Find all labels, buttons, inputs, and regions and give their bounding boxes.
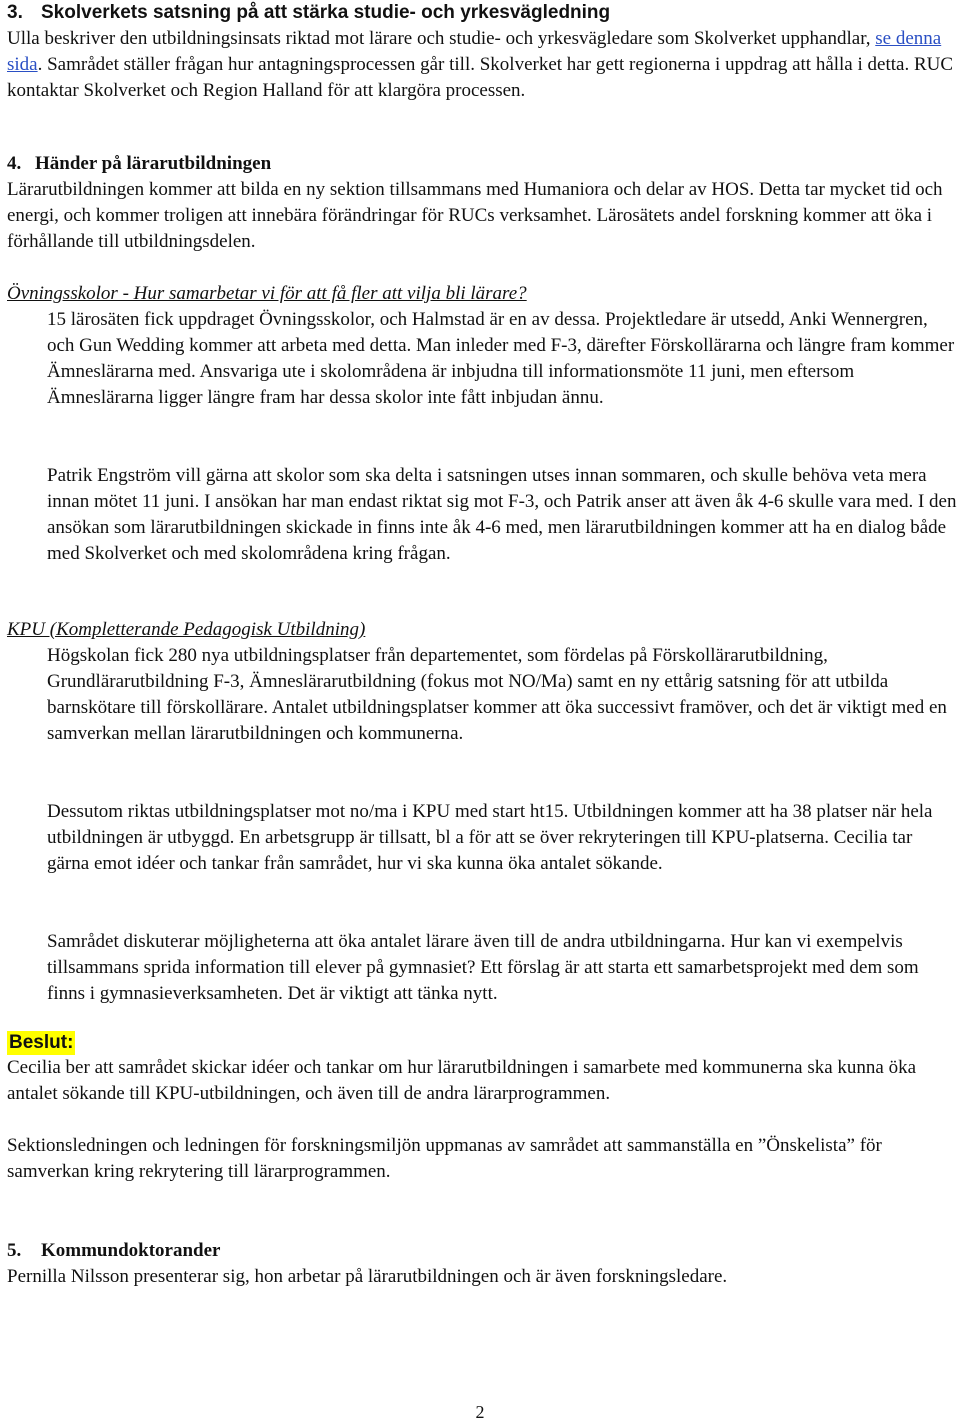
section-4-number: 4. [7, 153, 22, 174]
section-5-title: Kommundoktorander [41, 1240, 221, 1261]
section-3-number: 3. [7, 2, 23, 23]
kpu-paragraph-1: Högskolan fick 280 nya utbildningsplatser från departementet, som fördelas på Förskollärarutbildning, Grundlärarutbildning F-3, Ämneslärarutbildning (fokus mot NO/Ma) samt en ny ettårig satsning för att utbilda barnskötare till förskollärare. Antalet utbildningsplatser kommer att öka successivt framöver, och det är viktigt med en samverkan mellan lärarutbildningen och kommunerna. [47, 645, 947, 744]
section-3-text-pre: Ulla beskriver den utbildningsinsats riktad mot lärare och studie- och yrkesvägledare som Skolverket upphandlar, [7, 28, 871, 49]
section-3-paragraph [7, 26, 957, 104]
beslut-paragraph-1: Cecilia ber att samrådet skickar idéer och tankar om hur lärarutbildningen i samarbete med kommunerna ska kunna öka antalet sökande till KPU-utbildningen, och även till de andra lärarprogrammen. [7, 1057, 917, 1104]
skolverket-link[interactable]: se denna sida [7, 28, 942, 75]
section-5-paragraph: Pernilla Nilsson presenterar sig, hon arbetar på lärarutbildningen och är även forskningsledare. [7, 1266, 728, 1287]
ovningsskolor-heading-text: Övningsskolor - Hur samarbetar vi för att få fler att vilja bli lärare? [7, 283, 527, 304]
section-5-heading [7, 1238, 957, 1264]
section-3-heading [7, 0, 957, 26]
section-4-heading [7, 151, 957, 177]
section-5-number: 5. [7, 1240, 22, 1261]
section-3 [7, 0, 957, 104]
page-number: 2 [475, 1402, 485, 1422]
kpu-heading [7, 617, 957, 643]
ovningsskolor-paragraph-1: 15 lärosäten fick uppdraget Övningsskolor, och Halmstad är en av dessa. Projektledare är utsedd, Anki Wennergren, och Gun Wedding kommer att arbeta med detta. Man inleder med F-3, därefter Förskollärarna och längre fram kommer Ämneslärarna med. Ansvariga ute i skolområdena är inbjudna till informationsmöte 11 juni, men eftersom Ämneslärarna ligger längre fram har dessa skolor inte fått inbjudan ännu. [47, 309, 955, 408]
ovningsskolor-heading [7, 281, 957, 307]
section-4-title: Händer på lärarutbildningen [35, 153, 272, 174]
kpu-heading-text: KPU (Kompletterande Pedagogisk Utbildning) [7, 619, 366, 640]
section-5 [7, 1238, 957, 1290]
ovningsskolor-paragraph-2: Patrik Engström vill gärna att skolor som ska delta i satsningen utses innan sommaren, och skulle behöva veta mera innan mötet 11 juni. I ansökan har man endast riktat sig mot F-3, och Patrik anser att även åk 4-6 skulle vara med. I den ansökan som lärarutbildningen skickade in finns inte åk 4-6 med, men lärarutbildningen kommer att ha en dialog både med Skolverket och med skolområdena kring frågan. [47, 465, 957, 564]
beslut-block [7, 1031, 957, 1185]
beslut-label: Beslut: [9, 1032, 74, 1053]
kpu-paragraph-2: Dessutom riktas utbildningsplatser mot no/ma i KPU med start ht15. Utbildningen kommer att ha 38 platser när hela utbildningen är utbyggd. En arbetsgrupp är tillsatt, bl a för att se över rekryteringen till KPU-platserna. Cecilia tar gärna emot idéer och tankar från samrådet, hur vi ska kunna öka antalet sökande. [47, 801, 933, 874]
section-3-text-post: . Samrådet ställer frågan hur antagningsprocessen går till. Skolverket har gett regionerna i uppdrag att hålla i detta. RUC kontaktar Skolverket och Region Halland för att klargöra processen. [7, 54, 954, 101]
section-3-title: Skolverkets satsning på att stärka studie- och yrkesvägledning [41, 2, 611, 23]
beslut-paragraph-2: Sektionsledningen och ledningen för forskningsmiljön uppmanas av samrådet att sammanställa en ”Önskelista” för samverkan kring rekrytering till lärarprogrammen. [7, 1135, 882, 1182]
section-4-paragraph: Lärarutbildningen kommer att bilda en ny sektion tillsammans med Humaniora och delar av HOS. Detta tar mycket tid och energi, och kommer troligen att innebära förändringar för RUCs verksamhet. Lärosätets andel forskning kommer att öka i förhållande till utbildningsdelen. [7, 179, 943, 252]
kpu-paragraph-3: Samrådet diskuterar möjligheterna att öka antalet lärare även till de andra utbildningarna. Hur kan vi exempelvis tillsammans sprida information till elever på gymnasiet? Ett förslag är att starta ett samarbetsprojekt med dem som finns i gymnasieverksamheten. Det är viktigt att tänka nytt. [47, 931, 919, 1004]
section-4 [7, 151, 957, 255]
